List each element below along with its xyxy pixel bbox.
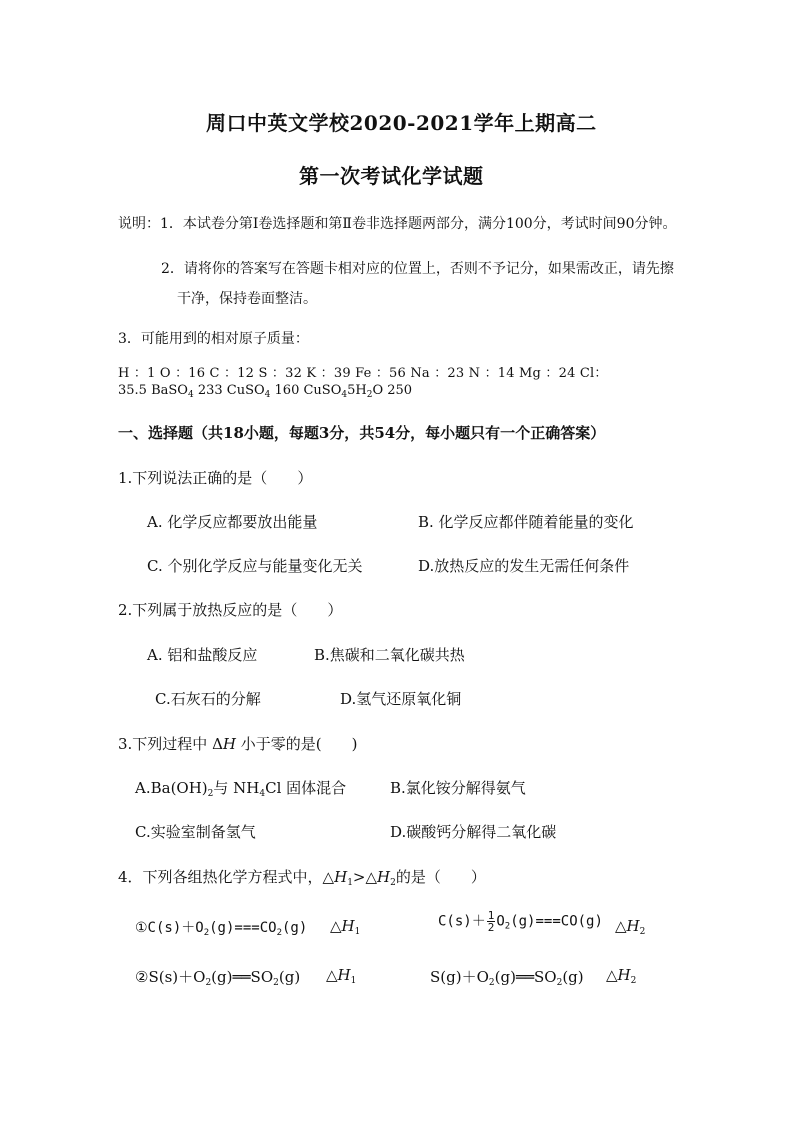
- question-4-equation-1-right-dh: $\triangle H_2$: [615, 917, 646, 937]
- instruction-2-line-1: 2．请将你的答案写在答题卡相对应的位置上，否则不予记分，如果需改正，请先擦: [161, 261, 674, 277]
- question-4-stem: 4．下列各组热化学方程式中，$\triangle H_1>\triangle H_2$的是（ ）: [118, 868, 486, 888]
- question-1-option-c: C. 个别化学反应与能量变化无关: [147, 557, 363, 575]
- question-3-option-c: C.实验室制备氢气: [135, 823, 256, 841]
- question-4-equation-1-right: C(s)＋ $\frac{1}{2}$ $O_2(g)===CO(g)$: [438, 909, 603, 934]
- one-half-fraction: $\frac{1}{2}$: [487, 909, 495, 934]
- question-2-stem: 2.下列属于放热反应的是（ ）: [118, 601, 343, 619]
- question-1-stem: 1.下列说法正确的是（ ）: [118, 469, 313, 487]
- question-3-stem: 3.下列过程中 ΔH 小于零的是( ): [118, 735, 358, 753]
- question-2-option-a: A. 铝和盐酸反应: [147, 646, 258, 664]
- section-heading: 一、选择题（共18小题，每题3分，共54分，每小题只有一个正确答案）: [118, 424, 606, 442]
- instruction-2-line-2: 干净，保持卷面整洁。: [177, 291, 317, 307]
- question-2-option-d: D.氢气还原氧化铜: [340, 690, 462, 708]
- question-1-option-a: A. 化学反应都要放出能量: [147, 513, 318, 531]
- question-3-option-a: $A.Ba(OH)_2$与 $NH_4Cl$ 固体混合: [135, 779, 347, 799]
- question-2-option-c: C.石灰石的分解: [155, 690, 261, 708]
- instruction-3: 3．可能用到的相对原子质量：: [118, 331, 309, 347]
- question-3-option-b: B.氯化铵分解得氨气: [390, 779, 526, 797]
- question-2-option-b: B.焦碳和二氧化碳共热: [314, 646, 465, 664]
- question-1-option-d: D.放热反应的发生无需任何条件: [418, 557, 630, 575]
- question-4-equation-2-left: $②S(s)+O_2(g)══SO_2(g)$: [135, 968, 301, 988]
- question-4-equation-2-left-dh: $\triangle H_1$: [326, 966, 357, 986]
- atomic-masses-line-1: H ：1 O ：16 C ：12 S ：32 K ：39 Fe ：56 Na ：23 N ：14 Mg ：24 Cl：: [118, 366, 608, 381]
- question-3-option-d: D.碳酸钙分解得二氧化碳: [390, 823, 557, 841]
- title-line-2: 第一次考试化学试题: [299, 164, 484, 188]
- instruction-1: 说明：1．本试卷分第Ⅰ卷选择题和第Ⅱ卷非选择题两部分，满分100分，考试时间90分钟。: [118, 216, 677, 232]
- question-1-option-b: B. 化学反应都伴随着能量的变化: [418, 513, 634, 531]
- question-4-equation-2-right-dh: $\triangle H_2$: [606, 966, 637, 986]
- question-4-equation-1-left: $①C(s)+O_2(g)===CO_2(g)$: [135, 920, 308, 938]
- title-line-1: 周口中英文学校2020-2021学年上期高二: [206, 111, 597, 135]
- atomic-masses-line-2: 35.5 BaSO$_4$ 233 CuSO$_4$ 160 $CuSO_45H_2O$ 250: [118, 383, 413, 400]
- question-4-equation-1-left-dh: $\triangle H_1$: [330, 917, 361, 937]
- question-4-equation-2-right: $S(g)+O_2(g)══SO_2(g)$: [430, 968, 584, 988]
